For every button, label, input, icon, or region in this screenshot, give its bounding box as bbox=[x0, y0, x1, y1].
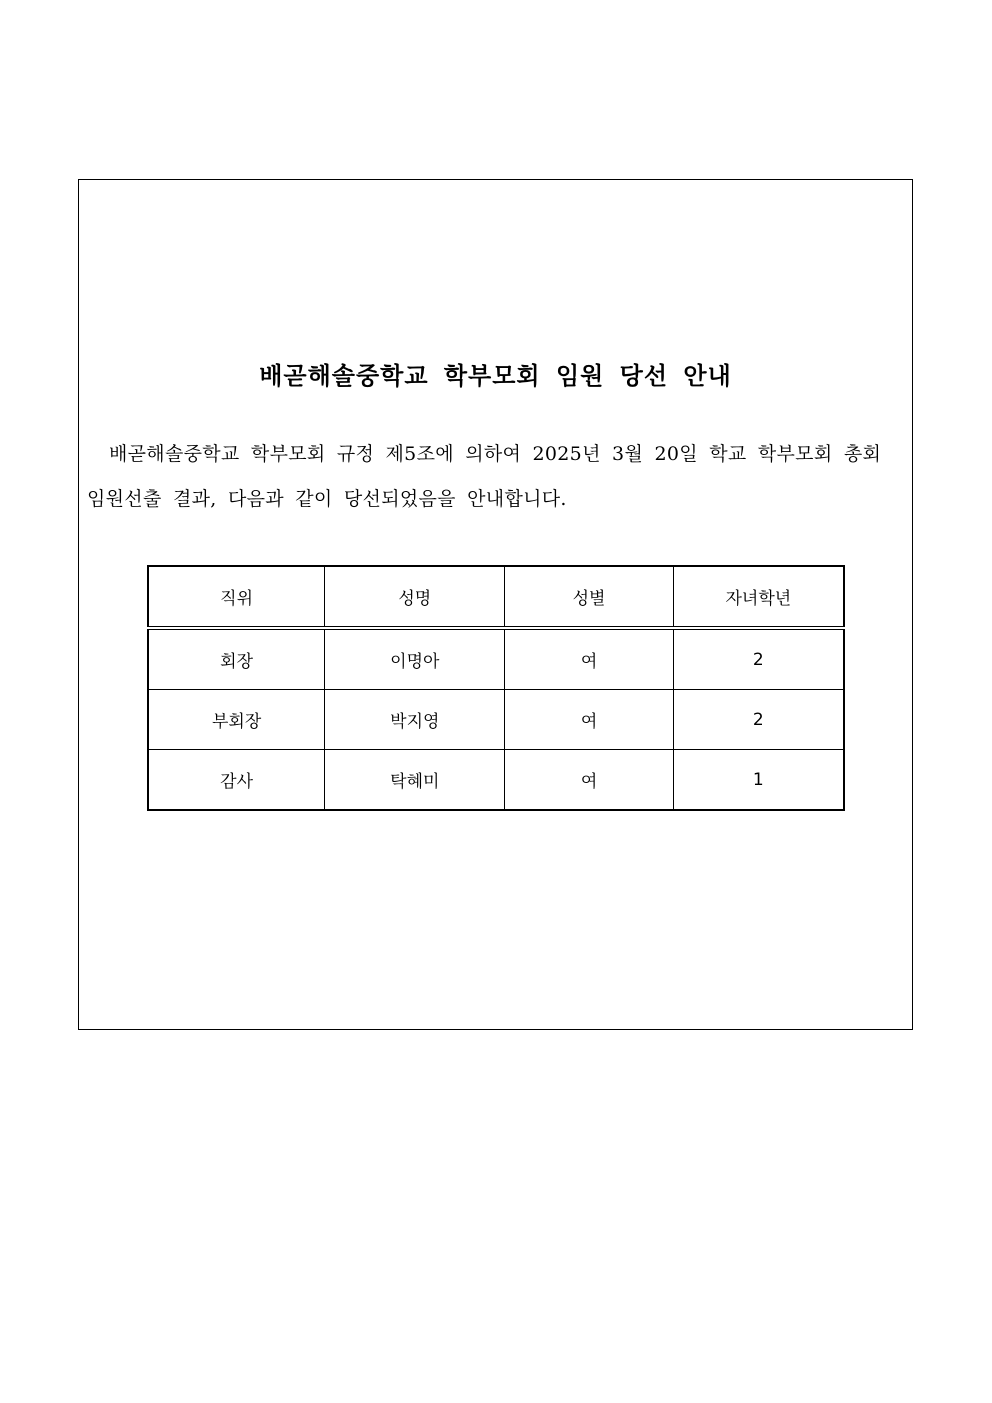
officers-table bbox=[147, 565, 845, 811]
announcement-paragraph: 배곧해솔중학교 학부모회 규정 제5조에 의하여 2025년 3월 20일 학교 학부모회 총회 임원선출 결과, 다음과 같이 당선되었음을 안내합니다. bbox=[87, 443, 882, 510]
cell-child-grade: 2 bbox=[673, 690, 844, 750]
table-row bbox=[148, 750, 844, 811]
table-row bbox=[148, 690, 844, 750]
cell-gender: 여 bbox=[505, 690, 673, 750]
cell-child-grade: 1 bbox=[673, 750, 844, 811]
document-frame bbox=[78, 179, 913, 1030]
cell-name: 박지영 bbox=[325, 690, 505, 750]
cell-gender: 여 bbox=[505, 628, 673, 690]
cell-gender: 여 bbox=[505, 750, 673, 811]
cell-name: 이명아 bbox=[325, 628, 505, 690]
cell-position: 회장 bbox=[148, 628, 325, 690]
document-title: 배곧해솔중학교 학부모회 임원 당선 안내 bbox=[259, 361, 732, 390]
cell-name: 탁혜미 bbox=[325, 750, 505, 811]
header-child-grade: 자녀학년 bbox=[673, 566, 844, 628]
header-gender: 성별 bbox=[505, 566, 673, 628]
cell-position: 감사 bbox=[148, 750, 325, 811]
table-row bbox=[148, 628, 844, 690]
cell-position: 부회장 bbox=[148, 690, 325, 750]
header-name: 성명 bbox=[325, 566, 505, 628]
cell-child-grade: 2 bbox=[673, 628, 844, 690]
table-header-row bbox=[148, 566, 844, 628]
header-position: 직위 bbox=[148, 566, 325, 628]
